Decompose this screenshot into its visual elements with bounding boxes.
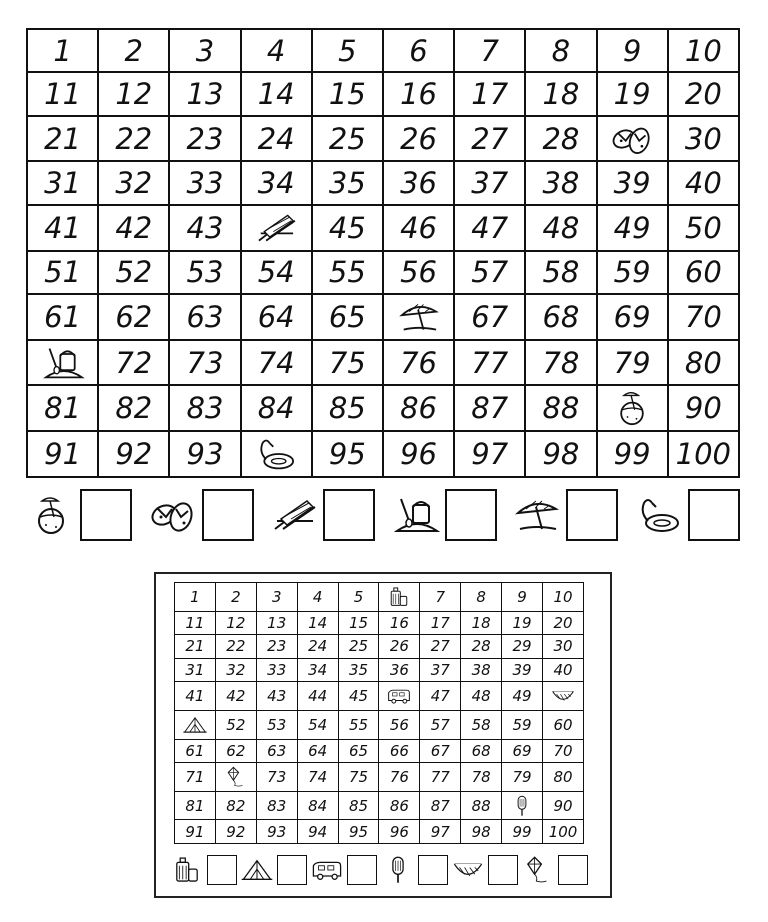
- grid-cell: 98: [525, 431, 596, 477]
- grid-cell: 78: [525, 340, 596, 386]
- grid-cell: 42: [98, 205, 169, 251]
- grid-cell: 44: [297, 682, 338, 711]
- grid-cell: 20: [543, 611, 584, 635]
- grid-cell: 2: [215, 583, 256, 612]
- grid-cell: 85: [338, 791, 379, 820]
- answer-box[interactable]: [277, 855, 307, 885]
- grid-cell: 54: [297, 710, 338, 739]
- beach-chair-icon: [253, 210, 299, 246]
- grid-cell: 41: [175, 682, 216, 711]
- ice-cream-icon: [502, 791, 543, 820]
- grid-cell: 36: [383, 161, 454, 204]
- grid-cell: 14: [297, 611, 338, 635]
- suitcase-icon: [379, 583, 420, 612]
- grid-cell: 43: [256, 682, 297, 711]
- tent-icon: [180, 714, 210, 736]
- grid-cell: 15: [312, 72, 383, 115]
- grid-cell: 5: [312, 29, 383, 72]
- grid-cell: 31: [27, 161, 98, 204]
- grid-cell: 99: [597, 431, 668, 477]
- grid-cell: 90: [543, 791, 584, 820]
- grid-cell: 82: [215, 791, 256, 820]
- grid-cell: 100: [543, 820, 584, 844]
- grid-row: [175, 658, 584, 682]
- grid-cell: 62: [215, 739, 256, 763]
- grid-cell: 47: [420, 682, 461, 711]
- grid-cell: 81: [27, 385, 98, 431]
- grid-cell: 21: [175, 635, 216, 659]
- grid-cell: 18: [461, 611, 502, 635]
- grid-cell: 80: [543, 763, 584, 792]
- grid-row: [27, 72, 739, 115]
- coconut-drink-icon: [26, 492, 76, 538]
- grid-cell: 33: [169, 161, 240, 204]
- grid-cell: 24: [241, 116, 312, 162]
- grid-cell: 75: [312, 340, 383, 386]
- grid-cell: 74: [297, 763, 338, 792]
- grid-cell: 48: [461, 682, 502, 711]
- grid-cell: 95: [338, 820, 379, 844]
- answer-box[interactable]: [688, 489, 740, 541]
- grid-cell: 88: [525, 385, 596, 431]
- coconut-drink-icon: [597, 385, 668, 431]
- beach-umbrella-icon: [512, 492, 562, 538]
- grid-cell: 94: [297, 820, 338, 844]
- grid-cell: 57: [420, 710, 461, 739]
- grid-cell: 35: [338, 658, 379, 682]
- key-item: [521, 855, 588, 885]
- answer-box[interactable]: [323, 489, 375, 541]
- grid-cell: 58: [461, 710, 502, 739]
- grid-cell: 12: [98, 72, 169, 115]
- answer-box[interactable]: [566, 489, 618, 541]
- grid-cell: 4: [297, 583, 338, 612]
- grid-cell: 47: [454, 205, 525, 251]
- grid-cell: 41: [27, 205, 98, 251]
- grid-cell: 39: [597, 161, 668, 204]
- grid-cell: 45: [338, 682, 379, 711]
- key-item: [269, 489, 375, 541]
- beach-umbrella-icon: [396, 299, 442, 335]
- hundreds-chart-small: [174, 582, 584, 844]
- grid-row: [27, 29, 739, 72]
- grid-cell: 26: [379, 635, 420, 659]
- grid-row: [27, 340, 739, 386]
- answer-box[interactable]: [558, 855, 588, 885]
- grid-cell: 9: [502, 583, 543, 612]
- kite-icon: [215, 763, 256, 792]
- grid-cell: 50: [668, 205, 739, 251]
- answer-box[interactable]: [207, 855, 237, 885]
- grid-cell: 14: [241, 72, 312, 115]
- grid-cell: 7: [420, 583, 461, 612]
- grid-row: [175, 739, 584, 763]
- grid-cell: 42: [215, 682, 256, 711]
- grid-cell: 78: [461, 763, 502, 792]
- grid-cell: 87: [420, 791, 461, 820]
- grid-cell: 34: [241, 161, 312, 204]
- grid-cell: 2: [98, 29, 169, 72]
- grid-cell: 9: [597, 29, 668, 72]
- answer-key-row-small: [170, 852, 588, 888]
- tent-icon: [240, 855, 274, 885]
- grid-cell: 65: [312, 294, 383, 340]
- grid-cell: 3: [169, 29, 240, 72]
- grid-cell: 30: [543, 635, 584, 659]
- grid-cell: 57: [454, 251, 525, 294]
- key-item: [381, 855, 448, 885]
- grid-cell: 92: [98, 431, 169, 477]
- grid-cell: 37: [454, 161, 525, 204]
- kite-icon: [221, 766, 251, 788]
- grid-cell: 99: [502, 820, 543, 844]
- grid-cell: 13: [169, 72, 240, 115]
- grid-cell: 90: [668, 385, 739, 431]
- grid-cell: 97: [420, 820, 461, 844]
- flamingo-float-icon: [253, 436, 299, 472]
- grid-cell: 55: [338, 710, 379, 739]
- grid-cell: 17: [420, 611, 461, 635]
- grid-cell: 84: [297, 791, 338, 820]
- grid-cell: 52: [98, 251, 169, 294]
- grid-cell: 75: [338, 763, 379, 792]
- grid-cell: 21: [27, 116, 98, 162]
- flamingo-float-icon: [634, 492, 684, 538]
- grid-cell: 83: [169, 385, 240, 431]
- grid-cell: 58: [525, 251, 596, 294]
- grid-cell: 55: [312, 251, 383, 294]
- grid-cell: 22: [215, 635, 256, 659]
- grid-cell: 92: [215, 820, 256, 844]
- beach-umbrella-icon: [383, 294, 454, 340]
- ice-cream-icon: [381, 855, 415, 885]
- grid-cell: 23: [169, 116, 240, 162]
- grid-cell: 29: [502, 635, 543, 659]
- answer-box[interactable]: [347, 855, 377, 885]
- key-item: [451, 855, 518, 885]
- grid-row: [27, 116, 739, 162]
- key-item: [391, 489, 497, 541]
- answer-box[interactable]: [418, 855, 448, 885]
- key-item: [26, 489, 132, 541]
- grid-cell: 91: [27, 431, 98, 477]
- grid-row: [27, 294, 739, 340]
- grid-cell: 3: [256, 583, 297, 612]
- grid-cell: 1: [175, 583, 216, 612]
- flip-flops-icon: [148, 492, 198, 538]
- grid-cell: 62: [98, 294, 169, 340]
- grid-cell: 61: [175, 739, 216, 763]
- hammock-icon: [451, 855, 485, 885]
- grid-cell: 100: [668, 431, 739, 477]
- grid-cell: 70: [668, 294, 739, 340]
- grid-cell: 73: [169, 340, 240, 386]
- key-item: [634, 489, 740, 541]
- grid-cell: 49: [502, 682, 543, 711]
- grid-cell: 39: [502, 658, 543, 682]
- grid-cell: 25: [312, 116, 383, 162]
- grid-cell: 33: [256, 658, 297, 682]
- grid-cell: 4: [241, 29, 312, 72]
- answer-key-row-large: [26, 488, 740, 542]
- grid-cell: 93: [256, 820, 297, 844]
- grid-cell: 93: [169, 431, 240, 477]
- grid-cell: 74: [241, 340, 312, 386]
- sand-bucket-icon: [40, 345, 86, 381]
- grid-cell: 53: [256, 710, 297, 739]
- grid-cell: 36: [379, 658, 420, 682]
- grid-cell: 19: [502, 611, 543, 635]
- grid-cell: 53: [169, 251, 240, 294]
- grid-cell: 67: [420, 739, 461, 763]
- grid-cell: 76: [383, 340, 454, 386]
- key-item: [148, 489, 254, 541]
- key-item: [310, 855, 377, 885]
- flamingo-float-icon: [241, 431, 312, 477]
- grid-cell: 56: [379, 710, 420, 739]
- grid-cell: 8: [461, 583, 502, 612]
- grid-cell: 13: [256, 611, 297, 635]
- grid-cell: 66: [379, 739, 420, 763]
- grid-cell: 91: [175, 820, 216, 844]
- grid-cell: 72: [98, 340, 169, 386]
- grid-cell: 77: [454, 340, 525, 386]
- grid-cell: 38: [461, 658, 502, 682]
- grid-cell: 11: [27, 72, 98, 115]
- grid-cell: 46: [383, 205, 454, 251]
- grid-cell: 12: [215, 611, 256, 635]
- tent-icon: [175, 710, 216, 739]
- grid-cell: 28: [525, 116, 596, 162]
- grid-cell: 19: [597, 72, 668, 115]
- grid-cell: 38: [525, 161, 596, 204]
- camper-van-icon: [310, 855, 344, 885]
- grid-cell: 16: [379, 611, 420, 635]
- answer-box[interactable]: [80, 489, 132, 541]
- grid-cell: 59: [502, 710, 543, 739]
- grid-cell: 22: [98, 116, 169, 162]
- grid-cell: 79: [502, 763, 543, 792]
- grid-cell: 28: [461, 635, 502, 659]
- grid-cell: 59: [597, 251, 668, 294]
- grid-row: [27, 205, 739, 251]
- key-item: [240, 855, 307, 885]
- grid-cell: 27: [420, 635, 461, 659]
- ice-cream-icon: [507, 795, 537, 817]
- grid-cell: 27: [454, 116, 525, 162]
- grid-row: [175, 763, 584, 792]
- grid-cell: 97: [454, 431, 525, 477]
- grid-cell: 68: [461, 739, 502, 763]
- answer-box[interactable]: [202, 489, 254, 541]
- grid-cell: 1: [27, 29, 98, 72]
- grid-cell: 79: [597, 340, 668, 386]
- grid-cell: 96: [383, 431, 454, 477]
- grid-row: [175, 635, 584, 659]
- grid-cell: 63: [256, 739, 297, 763]
- grid-cell: 98: [461, 820, 502, 844]
- grid-cell: 26: [383, 116, 454, 162]
- grid-cell: 69: [597, 294, 668, 340]
- grid-cell: 61: [27, 294, 98, 340]
- grid-cell: 25: [338, 635, 379, 659]
- grid-cell: 76: [379, 763, 420, 792]
- grid-cell: 15: [338, 611, 379, 635]
- grid-cell: 69: [502, 739, 543, 763]
- grid-row: [27, 251, 739, 294]
- grid-cell: 80: [668, 340, 739, 386]
- grid-row: [27, 161, 739, 204]
- camper-van-icon: [384, 685, 414, 707]
- grid-cell: 60: [668, 251, 739, 294]
- grid-cell: 96: [379, 820, 420, 844]
- sand-bucket-icon: [391, 492, 441, 538]
- grid-cell: 83: [256, 791, 297, 820]
- grid-cell: 43: [169, 205, 240, 251]
- grid-cell: 86: [383, 385, 454, 431]
- grid-cell: 48: [525, 205, 596, 251]
- grid-cell: 51: [27, 251, 98, 294]
- grid-cell: 17: [454, 72, 525, 115]
- grid-cell: 32: [215, 658, 256, 682]
- grid-cell: 85: [312, 385, 383, 431]
- grid-cell: 24: [297, 635, 338, 659]
- grid-cell: 40: [668, 161, 739, 204]
- key-item: [512, 489, 618, 541]
- grid-cell: 65: [338, 739, 379, 763]
- grid-row: [175, 820, 584, 844]
- grid-cell: 95: [312, 431, 383, 477]
- grid-cell: 87: [454, 385, 525, 431]
- grid-cell: 52: [215, 710, 256, 739]
- grid-row: [175, 791, 584, 820]
- hundreds-chart-large: [26, 28, 740, 478]
- grid-cell: 11: [175, 611, 216, 635]
- grid-row: [27, 431, 739, 477]
- kite-icon: [521, 855, 555, 885]
- grid-cell: 10: [668, 29, 739, 72]
- grid-cell: 8: [525, 29, 596, 72]
- grid-cell: 6: [383, 29, 454, 72]
- grid-cell: 64: [297, 739, 338, 763]
- grid-cell: 35: [312, 161, 383, 204]
- grid-cell: 88: [461, 791, 502, 820]
- grid-cell: 31: [175, 658, 216, 682]
- grid-cell: 45: [312, 205, 383, 251]
- sand-bucket-icon: [27, 340, 98, 386]
- grid-row: [175, 583, 584, 612]
- grid-cell: 56: [383, 251, 454, 294]
- answer-box[interactable]: [488, 855, 518, 885]
- grid-cell: 32: [98, 161, 169, 204]
- grid-cell: 64: [241, 294, 312, 340]
- flip-flops-icon: [609, 121, 655, 157]
- hammock-icon: [543, 682, 584, 711]
- flip-flops-icon: [597, 116, 668, 162]
- coconut-drink-icon: [609, 390, 655, 426]
- grid-cell: 23: [256, 635, 297, 659]
- grid-cell: 60: [543, 710, 584, 739]
- grid-cell: 70: [543, 739, 584, 763]
- grid-cell: 40: [543, 658, 584, 682]
- grid-cell: 5: [338, 583, 379, 612]
- grid-cell: 68: [525, 294, 596, 340]
- suitcase-icon: [170, 855, 204, 885]
- grid-cell: 67: [454, 294, 525, 340]
- grid-cell: 84: [241, 385, 312, 431]
- grid-cell: 71: [175, 763, 216, 792]
- beach-chair-icon: [241, 205, 312, 251]
- grid-cell: 37: [420, 658, 461, 682]
- grid-cell: 73: [256, 763, 297, 792]
- grid-cell: 20: [668, 72, 739, 115]
- grid-cell: 18: [525, 72, 596, 115]
- grid-cell: 49: [597, 205, 668, 251]
- beach-chair-icon: [269, 492, 319, 538]
- grid-cell: 10: [543, 583, 584, 612]
- grid-cell: 7: [454, 29, 525, 72]
- grid-cell: 63: [169, 294, 240, 340]
- grid-row: [175, 682, 584, 711]
- grid-cell: 81: [175, 791, 216, 820]
- grid-cell: 16: [383, 72, 454, 115]
- grid-cell: 34: [297, 658, 338, 682]
- grid-cell: 77: [420, 763, 461, 792]
- camper-van-icon: [379, 682, 420, 711]
- grid-cell: 82: [98, 385, 169, 431]
- key-item: [170, 855, 237, 885]
- grid-cell: 86: [379, 791, 420, 820]
- grid-cell: 30: [668, 116, 739, 162]
- grid-row: [27, 385, 739, 431]
- grid-cell: 54: [241, 251, 312, 294]
- answer-box[interactable]: [445, 489, 497, 541]
- hammock-icon: [548, 685, 578, 707]
- grid-row: [175, 710, 584, 739]
- suitcase-icon: [384, 586, 414, 608]
- grid-row: [175, 611, 584, 635]
